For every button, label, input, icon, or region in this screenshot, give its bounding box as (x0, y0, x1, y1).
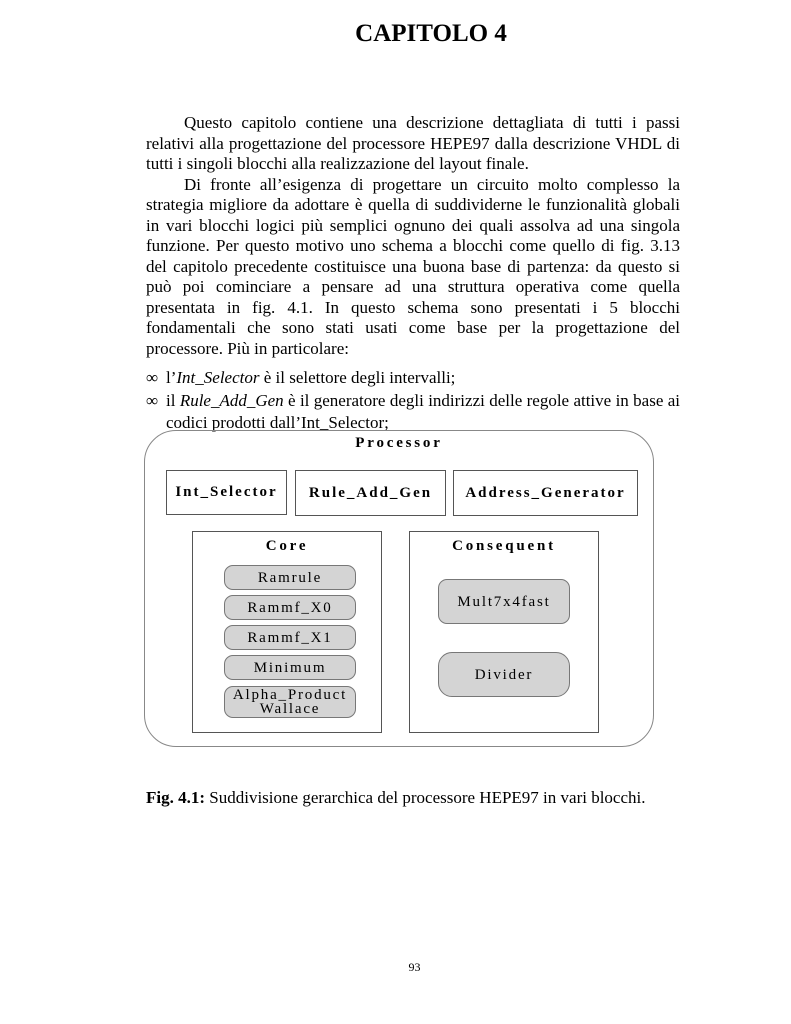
rammf-x0-block: Rammf_X0 (224, 595, 356, 620)
infinity-bullet-icon: ∞ (146, 368, 159, 387)
item-text: è il selettore degli intervalli; (259, 368, 456, 387)
item-text: l’ (166, 368, 177, 387)
paragraph (146, 113, 680, 175)
core-label: Core (265, 538, 309, 554)
paragraph-text: Questo capitolo contiene una descrizione dettagliata di tutti i passi relativi alla progettazione del processore HEPE97 dalla descrizione VHDL di tutti i singoli blocchi alla realizzazione del layout finale. (146, 113, 680, 173)
wallace-label: Wallace (259, 701, 321, 717)
caption-text: Suddivisione gerarchica del processore HEPE97 in vari blocchi. (205, 788, 646, 807)
address-generator-block: Address_Generator (453, 470, 638, 516)
rammf-x1-block: Rammf_X1 (224, 625, 356, 650)
mult7x4fast-block: Mult7x4fast (438, 579, 570, 624)
list-item (146, 367, 680, 390)
item-emphasis: Rule_Add_Gen (179, 390, 284, 410)
body-text (146, 113, 680, 435)
paragraph-text: Di fronte all’esigenza di progettare un circuito molto complesso la strategia migliore da adottare è quella di suddividerne le funzionalità globali in vari blocchi logici più semplici ognuno dei quali assolva ad una singola funzione. Per questo motivo uno schema a blocchi come quello di fig. 3.13 del capitolo precedente costituisce una buona base di partenza: da questo si può poi cominciare a pensare ad una struttura operativa come quella presentata in fig. 4.1. In questo schema sono presentati i 5 blocchi fondamentali che sono stati usati come base per la progettazione del processore. Più in particolare: (146, 174, 680, 358)
alpha-product-label: Alpha_Product (232, 687, 348, 703)
rule-add-gen-block: Rule_Add_Gen (295, 470, 446, 516)
bullet-list (146, 367, 680, 435)
item-text: il (166, 390, 180, 410)
ramrule-block: Ramrule (224, 565, 356, 590)
int-selector-block: Int_Selector (166, 470, 287, 515)
item-emphasis: Int_Selector (176, 368, 260, 387)
minimum-block: Minimum (224, 655, 356, 680)
processor-label: Processor (355, 435, 443, 451)
infinity-bullet-icon: ∞ (146, 390, 159, 410)
caption-label: Fig. 4.1: (146, 788, 206, 807)
page-number: 93 (408, 960, 421, 974)
figure-caption (146, 788, 646, 808)
list-item (146, 390, 680, 435)
item-text: è il generatore degli indirizzi delle regole attive in base ai codici prodotti dall’Int_Selector; (166, 390, 680, 432)
chapter-title: CAPITOLO 4 (355, 20, 507, 47)
consequent-block (409, 531, 599, 733)
divider-block: Divider (438, 652, 570, 697)
paragraph (146, 175, 680, 360)
alpha-product-wallace-block (224, 686, 356, 718)
consequent-label: Consequent (452, 538, 556, 554)
